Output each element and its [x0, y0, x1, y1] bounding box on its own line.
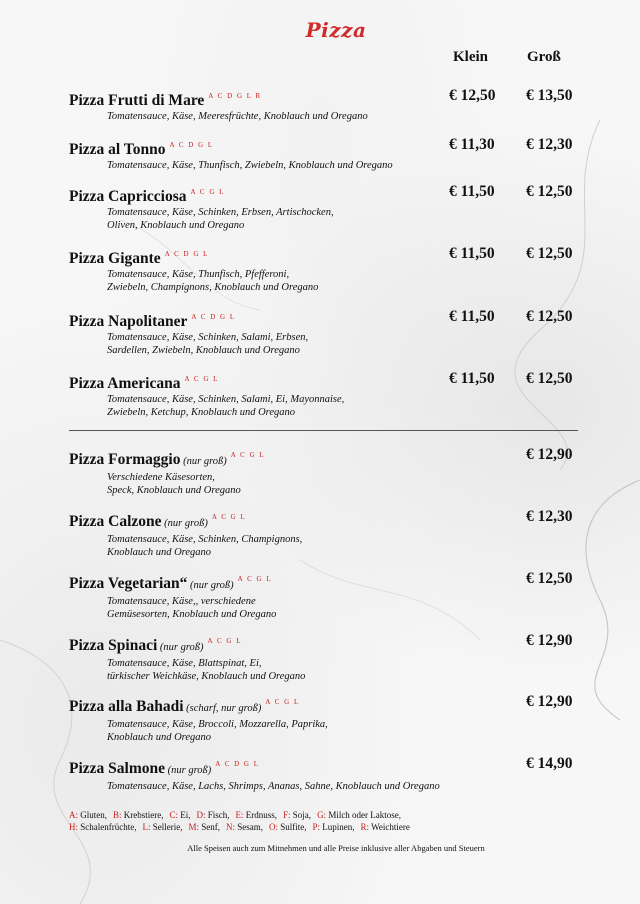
price-small: € 11,50	[449, 183, 495, 200]
allergen-label: Sulfite,	[278, 822, 307, 832]
column-header-small: Klein	[453, 49, 489, 65]
allergen-code: R:	[360, 822, 370, 832]
allergen-legend-entry	[269, 822, 307, 832]
item-description: Tomatensauce, Käse, Meeresfrüchte, Knoblauch und Oregano	[107, 111, 368, 122]
item-description: Tomatensauce, Käse, Lachs, Shrimps, Ananas, Sahne, Knoblauch und Oregano	[107, 781, 440, 792]
menu-item	[69, 693, 589, 744]
item-name-line	[69, 370, 589, 393]
column-header-large: Groß	[527, 49, 561, 65]
allergen-legend-row	[69, 821, 416, 833]
item-allergens: A C D G L	[169, 141, 214, 149]
allergen-code: P:	[312, 822, 321, 832]
item-name: Pizza al Tonno	[69, 141, 166, 158]
price-large: € 13,50	[526, 87, 573, 104]
allergen-label: Gluten,	[78, 810, 107, 820]
item-name: Pizza Calzone	[69, 513, 162, 530]
item-description: Tomatensauce, Käse, Thunfisch, Zwiebeln, Knoblauch und Oregano	[107, 160, 393, 171]
allergen-code: M:	[188, 822, 199, 832]
item-allergens: A C G L	[237, 575, 273, 583]
item-name: Pizza Gigante	[69, 250, 161, 267]
item-description: Tomatensauce, Käse, Schinken, Salami, Erbsen,	[107, 332, 309, 343]
price-small: € 11,50	[449, 370, 495, 387]
price-large: € 12,90	[526, 446, 573, 463]
price-large: € 12,50	[526, 370, 573, 387]
menu-item	[69, 755, 589, 793]
item-description: Tomatensauce, Käse, Schinken, Salami, Ei, Mayonnaise,	[107, 394, 345, 405]
allergen-label: Lupinen,	[320, 822, 355, 832]
item-name: Pizza Napolitaner	[69, 313, 188, 330]
item-description: Tomatensauce, Käse, Schinken, Champignons,	[107, 534, 303, 545]
menu-item	[69, 632, 589, 683]
item-name: Pizza Capricciosa	[69, 188, 187, 205]
item-description: Tomatensauce, Käse, Broccoli, Mozzarella, Paprika,	[107, 719, 328, 730]
allergen-label: Fisch,	[205, 810, 230, 820]
allergen-label: Sellerie,	[150, 822, 183, 832]
footer-note: Alle Speisen auch zum Mitnehmen und alle Preise inklusive aller Abgaben und Steuern	[187, 843, 485, 853]
price-large: € 12,50	[526, 183, 573, 200]
item-description: Gemüsesorten, Knoblauch und Oregano	[107, 609, 277, 620]
item-description: Zwiebeln, Ketchup, Knoblauch und Oregano	[107, 407, 296, 418]
item-name-line	[69, 245, 589, 268]
menu-item	[69, 446, 589, 497]
item-note: (nur groß)	[157, 642, 204, 653]
item-note: (nur groß)	[165, 765, 212, 776]
item-name-line	[69, 508, 589, 533]
allergen-label: Milch oder Laktose,	[326, 810, 402, 820]
item-description: Oliven, Knoblauch und Oregano	[107, 220, 245, 231]
item-description: Knoblauch und Oregano	[107, 732, 212, 743]
menu-item	[69, 183, 589, 232]
item-name-line	[69, 446, 589, 471]
menu-item	[69, 87, 589, 123]
item-allergens: A C G L	[211, 513, 247, 521]
item-description: Knoblauch und Oregano	[107, 547, 212, 558]
item-name: Pizza Salmone	[69, 760, 165, 777]
allergen-legend-entry	[69, 822, 136, 832]
menu-title: Pizza	[305, 18, 367, 42]
allergen-legend-entry	[188, 822, 220, 832]
item-allergens: A C D G L	[191, 313, 236, 321]
item-description: Tomatensauce, Käse,, verschiedene	[107, 596, 256, 607]
allergen-code: N:	[226, 822, 235, 832]
menu-item	[69, 370, 589, 419]
allergen-code: L:	[142, 822, 151, 832]
price-large: € 12,30	[526, 136, 573, 153]
item-name: Pizza Vegetarian“	[69, 575, 188, 592]
item-name: Pizza Formaggio	[69, 451, 181, 468]
allergen-code: D:	[196, 810, 206, 820]
item-description: Verschiedene Käsesorten,	[107, 472, 215, 483]
allergen-legend-row	[69, 809, 407, 821]
allergen-legend-entry	[113, 810, 164, 820]
price-large: € 12,30	[526, 508, 573, 525]
item-allergens: A C G L	[230, 451, 266, 459]
item-allergens: A C G L	[207, 637, 242, 645]
item-description: Tomatensauce, Käse, Thunfisch, Pfefferoni,	[107, 269, 290, 280]
allergen-code: E:	[235, 810, 244, 820]
item-allergens: A C G L	[184, 375, 219, 383]
item-name-line	[69, 693, 589, 718]
allergen-code: O:	[269, 822, 278, 832]
item-description: Speck, Knoblauch und Oregano	[107, 485, 241, 496]
allergen-label: Senf,	[199, 822, 220, 832]
allergen-label: Sesam,	[235, 822, 263, 832]
price-large: € 12,90	[526, 632, 573, 649]
item-allergens: A C D G L R	[208, 92, 262, 100]
allergen-label: Schalenfrüchte,	[78, 822, 137, 832]
item-allergens: A C D G L	[164, 250, 209, 258]
allergen-label: Weichtiere	[369, 822, 410, 832]
item-name-line	[69, 183, 589, 206]
item-name-line	[69, 136, 589, 159]
item-name: Pizza Frutti di Mare	[69, 92, 205, 109]
allergen-code: F:	[283, 810, 291, 820]
item-description: Zwiebeln, Champignons, Knoblauch und Oregano	[107, 282, 319, 293]
item-description: Tomatensauce, Käse, Blattspinat, Ei,	[107, 658, 262, 669]
item-description: Tomatensauce, Käse, Schinken, Erbsen, Artischocken,	[107, 207, 334, 218]
allergen-legend-entry	[170, 810, 191, 820]
allergen-legend-entry	[361, 822, 410, 832]
menu-item	[69, 308, 589, 357]
price-large: € 12,50	[526, 570, 573, 587]
price-small: € 11,30	[449, 136, 495, 153]
allergen-code: G:	[317, 810, 327, 820]
allergen-legend-entry	[313, 822, 355, 832]
item-allergens: A C D G L	[215, 760, 260, 768]
price-large: € 12,90	[526, 693, 573, 710]
menu-item	[69, 136, 589, 172]
item-name-line	[69, 570, 589, 595]
allergen-label: Soja,	[290, 810, 312, 820]
price-large: € 12,50	[526, 308, 573, 325]
price-small: € 12,50	[449, 87, 496, 104]
allergen-label: Krebstiere,	[121, 810, 164, 820]
item-name-line	[69, 755, 589, 780]
allergen-code: A:	[69, 810, 78, 820]
allergen-legend-entry	[226, 822, 263, 832]
allergen-code: B:	[113, 810, 122, 820]
menu-item	[69, 245, 589, 294]
item-note: (nur groß)	[161, 518, 208, 529]
allergen-legend-entry	[317, 810, 401, 820]
price-small: € 11,50	[449, 308, 495, 325]
allergen-code: H:	[69, 822, 78, 832]
item-note: (nur groß)	[187, 580, 234, 591]
menu-item	[69, 508, 589, 559]
allergen-legend-entry	[236, 810, 278, 820]
price-large: € 14,90	[526, 755, 573, 772]
allergen-legend-entry	[142, 822, 182, 832]
item-description: Sardellen, Zwiebeln, Knoblauch und Oregano	[107, 345, 300, 356]
item-allergens: A C G L	[190, 188, 225, 196]
item-note: (nur groß)	[180, 456, 227, 467]
item-allergens: A C G L	[265, 698, 300, 706]
item-name-line	[69, 308, 589, 331]
allergen-legend-entry	[197, 810, 230, 820]
allergen-code: C:	[169, 810, 179, 820]
allergen-label: Ei,	[178, 810, 191, 820]
price-small: € 11,50	[449, 245, 495, 262]
item-note: (scharf, nur groß)	[183, 703, 262, 714]
allergen-label: Erdnuss,	[243, 810, 278, 820]
item-name-line	[69, 632, 589, 657]
section-divider	[69, 430, 578, 431]
allergen-legend-entry	[283, 810, 311, 820]
item-description: türkischer Weichkäse, Knoblauch und Oregano	[107, 671, 306, 682]
item-name: Pizza Spinaci	[69, 637, 158, 654]
price-large: € 12,50	[526, 245, 573, 262]
item-name: Pizza alla Bahadi	[69, 698, 184, 715]
allergen-legend-entry	[69, 810, 107, 820]
menu-item	[69, 570, 589, 621]
item-name-line	[69, 87, 589, 110]
item-name: Pizza Americana	[69, 375, 181, 392]
